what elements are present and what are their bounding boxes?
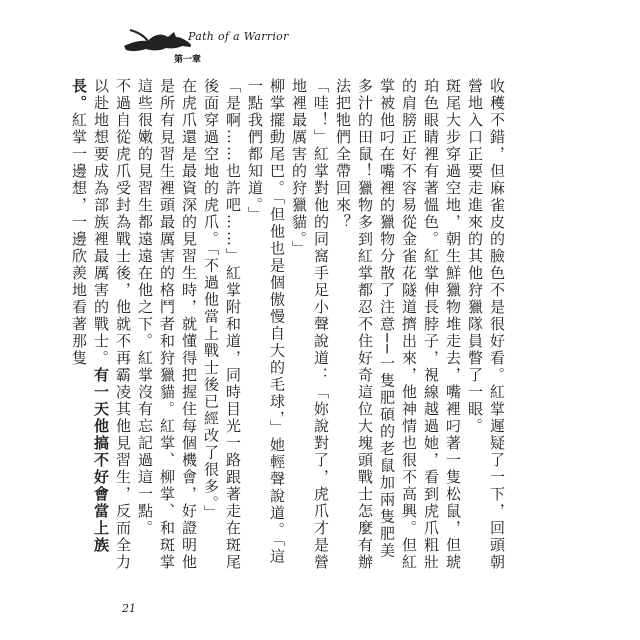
paragraph-4: 「是啊……也許吧……」紅掌附和道，同時目光一路跟著走在斑尾後面穿過空地的虎爪。「不過他當上戰士後已經改了很多。」 [202, 78, 242, 571]
book-page [70, 20, 520, 620]
chapter-label: 第一章 [174, 55, 202, 65]
paragraph-5: 在虎爪還是最資深的見習生時，就懂得把握住每個機會，好證明他是所有見習生裡頭最厲害的格鬥者和狩獵貓。紅掌、柳掌、和斑掌這些很嫩的見習生都遠遠在他之下。紅掌沒有忘記過這一點。 [136, 78, 198, 571]
paragraph-2: 「哇！」紅掌對他的同窩手足小聲說道：「妳說對了，虎爪才是營地裡最厲害的狩獵貓。」 [290, 78, 330, 571]
paragraph-0: 收穫不錯，但麻雀皮的臉色不是很好看。紅掌遲疑了一下，回頭朝營地入口正要走進來的其他狩獵隊員瞥了一眼。 [466, 78, 506, 571]
paragraph-6-tail: 紅掌一邊想，一邊欣羨地看著那隻 [70, 112, 88, 367]
paragraph-6 [68, 78, 134, 574]
bold-sentence: 有一天他搞不好會當上族長。 [70, 78, 110, 554]
cat-silhouette-icon [122, 24, 194, 54]
series-title: Path of a Warrior [188, 30, 289, 43]
paragraph-6-text: 不過自從虎爪受封為戰士後，他就不再霸凌其他見習生，反而全力以赴地想要成為部族裡最厲害的戰士。 [92, 78, 132, 571]
paragraph-1: 斑尾大步穿過空地，朝生鮮獵物堆走去，嘴裡叼著一隻松鼠，但琥珀色眼睛裡有著慍色。紅掌伸長脖子，視線越過她，看到虎爪粗壯的肩膀正好不容易從金雀花隧道擠出來，他神情也很不高興。但紅掌被他叼在嘴裡的獵物分散了注意──一隻肥碩的老鼠加兩隻肥美多汁的田鼠！獵物多到紅掌都忍不住好奇這位大塊頭戰士怎麼有辦法把牠們全帶回來？ [334, 78, 462, 571]
vertical-body-text [70, 78, 508, 574]
paragraph-3: 柳掌擺動尾巴。「但他也是個傲慢自大的毛球，」她輕聲說道。「這一點我們都知道。」 [246, 78, 286, 566]
running-header [122, 20, 322, 68]
page-number: 21 [122, 602, 136, 615]
